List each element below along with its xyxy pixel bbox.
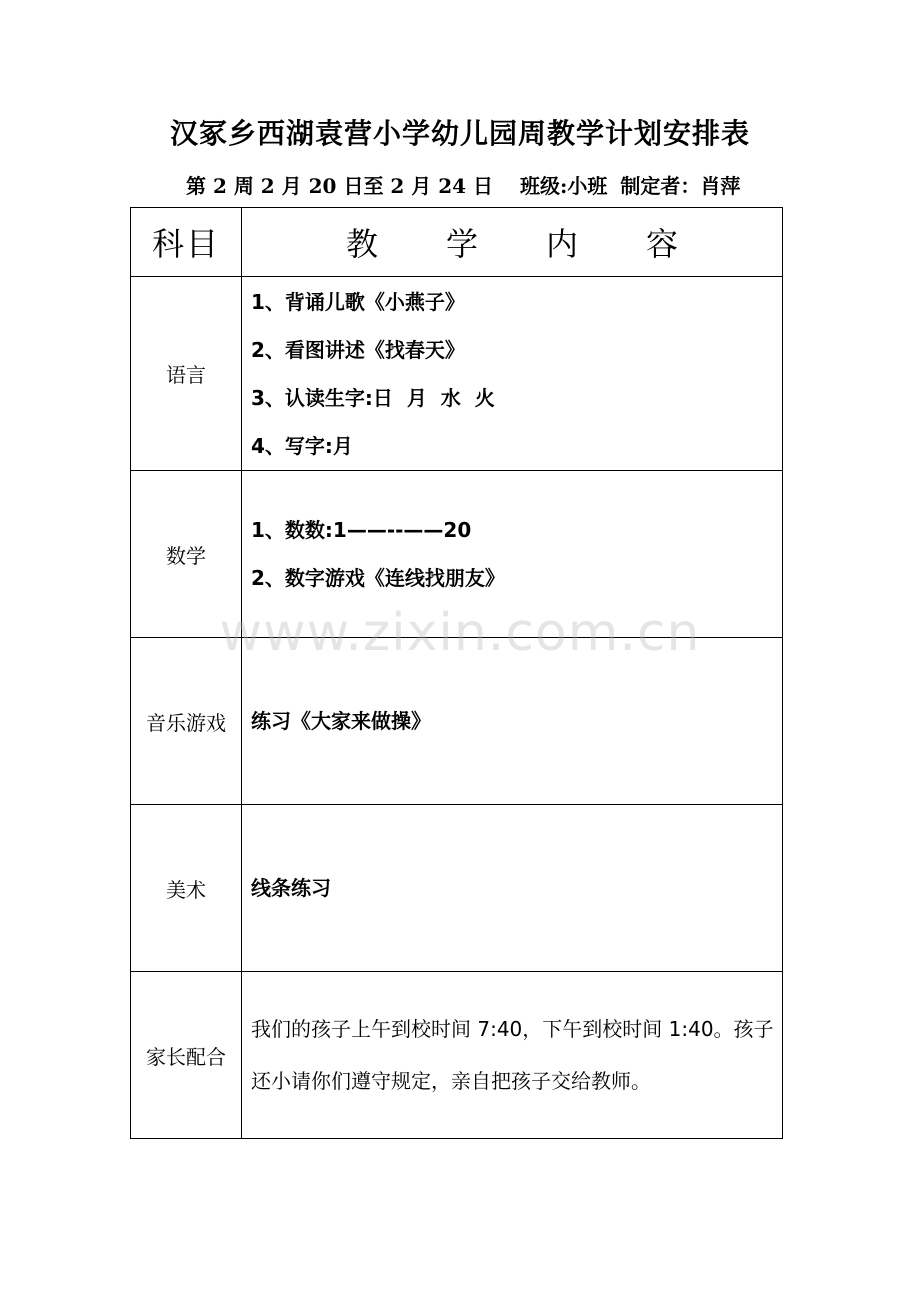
header-char: 内: [546, 225, 579, 263]
content-line: 2、看图讲述《找春天》: [251, 337, 465, 362]
content-cell: [242, 471, 783, 638]
content-line: 3、认读生字:日 月 水 火: [251, 385, 495, 410]
content-line: 练习《大家来做操》: [251, 709, 431, 733]
teaching-plan-table: [130, 207, 783, 1139]
content-paragraph: 我们的孩子上午到校时间 7:40，下午到校时间 1:40。孩子还小请你们遵守规定，亲自把孩子交给教师。: [251, 1017, 774, 1093]
content-line: 4、写字:月: [251, 433, 353, 458]
subject-cell: 语言: [131, 277, 242, 471]
subject-cell: 音乐游戏: [131, 638, 242, 805]
content-cell: [242, 972, 783, 1139]
watermark: www.zixin.com.cn: [219, 603, 701, 663]
document-title: 汉冢乡西湖袁营小学幼儿园周教学计划安排表: [169, 117, 750, 150]
header-content: [242, 208, 783, 277]
content-cell: [242, 805, 783, 972]
table-header-row: [131, 208, 783, 277]
content-line: 1、数数:1——--——20: [251, 518, 472, 542]
subject-cell: 美术: [131, 805, 242, 972]
content-line: 线条练习: [251, 876, 331, 900]
document-subtitle: [186, 170, 746, 199]
author-name: 制定者：肖萍: [620, 174, 741, 198]
table-row-music-game: [131, 638, 783, 805]
content-line: 2、数字游戏《连线找朋友》: [251, 566, 505, 590]
header-char: 教: [345, 225, 378, 263]
content-cell: [242, 277, 783, 471]
header-char: 容: [646, 225, 679, 263]
table-row-art: [131, 805, 783, 972]
header-char: 学: [445, 225, 478, 263]
table-row-math: [131, 471, 783, 638]
subject-cell: 数学: [131, 471, 242, 638]
content-line: 1、背诵儿歌《小燕子》: [251, 289, 465, 314]
table-row-language: [131, 277, 783, 471]
subject-cell: 家长配合: [131, 972, 242, 1139]
class-name: 班级:小班: [520, 174, 608, 198]
content-cell: [242, 638, 783, 805]
header-subject: 科目: [131, 208, 242, 277]
week-range: 第 2 周 2 月 20 日至 2 月 24 日: [186, 174, 494, 198]
table-row-parent-cooperation: [131, 972, 783, 1139]
